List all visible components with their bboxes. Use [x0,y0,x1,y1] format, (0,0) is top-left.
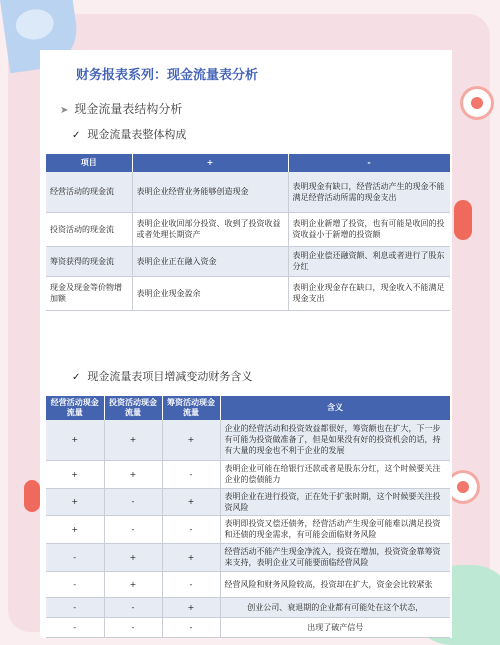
table-cell: 表明企业可能在给银行还款或者是股东分红，这个时候要关注企业的偿债能力 [220,460,450,488]
table-cell: + [162,597,220,617]
table-cell: 筹资获得的现金流 [46,246,132,276]
table-row [46,571,450,597]
cashflow-structure-table [46,154,451,311]
table-cell: 表明即投资又偿还债务，经营活动产生现金可能难以满足投资和还债的现金需求，有可能会面临财务风险 [220,515,450,543]
table-cell: - [46,617,104,637]
subheading-changes [72,368,252,384]
section-heading-text: 现金流量表结构分析 [74,102,183,116]
table-cell: - [162,617,220,637]
table-cell: - [162,515,220,543]
document-page [40,50,452,638]
table-cell: - [162,460,220,488]
table-header: - [288,154,450,172]
table-cell: 出现了破产信号 [220,617,450,637]
table-cell: 表明企业正在融入资金 [132,246,288,276]
table-cell: 企业的经营活动和投资效益都很好，筹资额也在扩大，下一步有可能为投资做准备了，但是如果没有好的投资机会的话，持有大量的现金也不利于企业的发展 [220,420,450,460]
table-cell: 表明现金有缺口，经营活动产生的现金不能满足经营活动所需的现金支出 [288,172,450,212]
table-header: 投资活动现金流量 [104,396,162,420]
table-cell: - [104,617,162,637]
table-cell: 表明企业新增了投资，也有可能是收回的投资收益小于新增的投资额 [288,212,450,246]
table-cell: + [104,460,162,488]
page-title: 财务报表系列：现金流量表分析 [76,68,259,83]
table-header: 项目 [46,154,132,172]
table-cell: 表明企业现金存在缺口，现金收入不能满足现金支出 [288,276,450,310]
table-cell: 表明企业现金盈余 [132,276,288,310]
table-cell: 投资活动的现金流 [46,212,132,246]
table-cell: + [104,571,162,597]
table-cell: 表明企业偿还融资额、利息或者进行了股东分红 [288,246,450,276]
table-row [46,212,450,246]
table-cell: - [46,571,104,597]
flower-icon [460,86,494,120]
table-header: 经营活动现金流量 [46,396,104,420]
table-cell: + [104,420,162,460]
table-row [46,617,450,637]
table-cell: + [46,488,104,515]
decorative-red-shape [24,480,40,512]
subheading-changes-text: 现金流量表项目增减变动财务含义 [87,370,253,383]
decorative-red-shape [454,200,472,240]
table-header: + [132,154,288,172]
table-cell: 表明企业收回部分投资、收到了投资收益或者处理长期资产 [132,212,288,246]
table-cell: 经营风险和财务风险较高，投资却在扩大，资金会比较紧张 [220,571,450,597]
table-cell: 现金及现金等价物增加额 [46,276,132,310]
table-cell: - [104,488,162,515]
subheading-structure-text: 现金流量表整体构成 [87,128,187,141]
table-cell: - [104,515,162,543]
section-heading [60,100,182,117]
table-cell: - [46,543,104,571]
check-icon: ✓ [72,372,81,383]
table-cell: + [46,420,104,460]
table-header: 筹资活动现金流量 [162,396,220,420]
table-row [46,420,450,460]
subheading-structure [72,126,186,142]
arrow-right-icon: ➤ [60,105,69,116]
table-cell: - [46,597,104,617]
table-cell: + [46,460,104,488]
table-cell: 表明企业经营业务能够创造现金 [132,172,288,212]
table-row [46,515,450,543]
table-row [46,172,450,212]
check-icon: ✓ [72,130,81,141]
table-cell: + [46,515,104,543]
table-row [46,460,450,488]
cashflow-changes-table [46,396,451,638]
table-cell: + [162,543,220,571]
table-row [46,246,450,276]
table-row [46,543,450,571]
table-row [46,276,450,310]
table-cell: + [104,543,162,571]
table-row [46,597,450,617]
table-cell: 表明企业在进行投资，正在处于扩张时期，这个时候要关注投资风险 [220,488,450,515]
table-header: 含义 [220,396,450,420]
table-cell: 经营活动不能产生现金净流入，投资在增加，投资资金靠筹资来支持，表明企业又可能要面临经营风险 [220,543,450,571]
table-cell: 创业公司、衰退期的企业都有可能处在这个状态， [220,597,450,617]
table-cell: - [162,571,220,597]
table-cell: 经营活动的现金流 [46,172,132,212]
table-cell: + [162,420,220,460]
table-cell: + [162,488,220,515]
table-row [46,488,450,515]
table-cell: - [104,597,162,617]
